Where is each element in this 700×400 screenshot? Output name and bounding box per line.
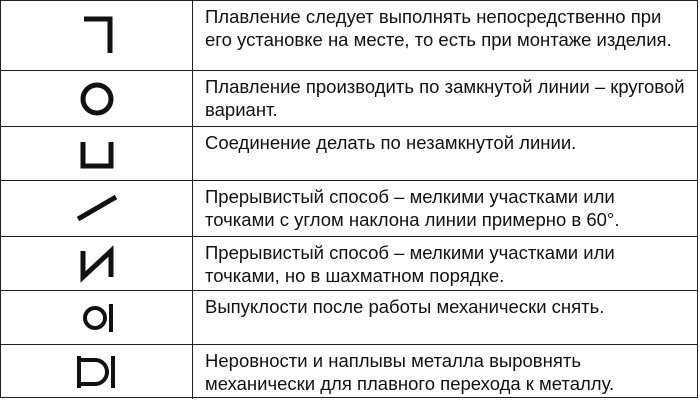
symbol-cell xyxy=(1,291,193,344)
table-row xyxy=(1,181,697,237)
symbol-cell xyxy=(1,181,193,236)
symbol-cell xyxy=(1,71,193,126)
row-description: Неровности и наплывы металла выровнять механически для плавного перехода к металлу. xyxy=(205,350,615,394)
row-description: Соединение делать по незамкнутой линии. xyxy=(205,132,577,153)
symbol-cell xyxy=(1,127,193,180)
circle-with-line-icon xyxy=(75,296,119,340)
symbol-cell xyxy=(1,1,193,70)
row-description: Прерывистый способ – мелкими участками или точками с углом наклона линии примерно в 60°. xyxy=(205,186,620,230)
row-description: Плавление следует выполнять непосредственно при его установке на месте, то есть при монтаже изделия. xyxy=(205,6,672,50)
table-row xyxy=(1,71,697,127)
table-row xyxy=(1,291,697,345)
row-description: Прерывистый способ – мелкими участками или точками, но в шахматном порядке. xyxy=(205,242,615,286)
table-row xyxy=(1,237,697,291)
row-description: Плавление производить по замкнутой линии – круговой вариант. xyxy=(205,76,685,120)
slash-icon xyxy=(72,187,122,231)
zigzag-icon xyxy=(75,242,119,286)
row-description: Выпуклости после работы механически снять. xyxy=(205,296,605,317)
table-row xyxy=(1,1,697,71)
corner-bracket-icon xyxy=(72,11,122,61)
table-row xyxy=(1,127,697,181)
open-bracket-icon xyxy=(75,132,119,176)
circle-icon xyxy=(77,79,117,119)
symbol-cell xyxy=(1,237,193,290)
table-row xyxy=(1,345,697,399)
symbol-cell xyxy=(1,345,193,399)
circle-with-lines-icon xyxy=(73,349,121,395)
